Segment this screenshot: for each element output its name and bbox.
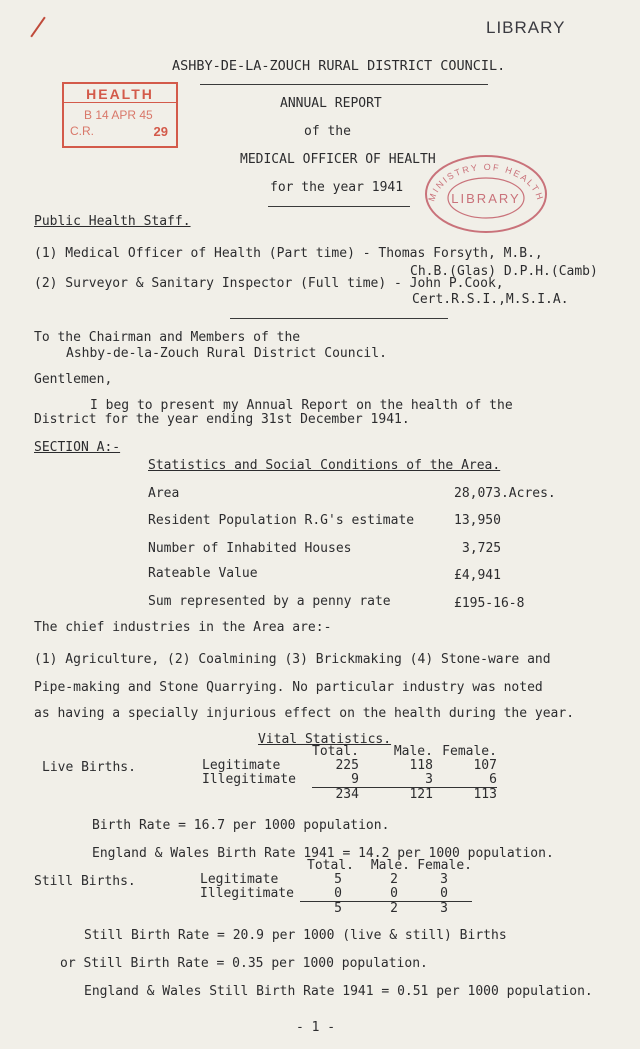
still-total-total: 5 <box>300 902 354 917</box>
live-illegit-male: 3 <box>425 772 433 787</box>
stat-rateable-label: Rateable Value <box>148 566 258 581</box>
still-illegit-male: 0 <box>390 886 398 901</box>
stat-houses-value: 3,725 <box>462 541 502 556</box>
birth-rate: Birth Rate = 16.7 per 1000 population. <box>92 818 390 833</box>
health-received-stamp <box>62 82 178 148</box>
live-legit-male: 118 <box>409 758 433 773</box>
health-stamp-code: C.R. <box>70 124 94 138</box>
health-stamp-date: B 14 APR 45 <box>84 108 153 122</box>
still-births-label: Still Births. <box>34 874 136 889</box>
still-births-table <box>200 859 472 916</box>
addressee-line-1: To the Chairman and Members of the <box>34 330 301 345</box>
report-divider <box>268 206 410 207</box>
live-illegit-total: 9 <box>351 772 359 787</box>
col-header-total: Total. <box>312 744 359 759</box>
col-header-male: Male. <box>393 744 433 759</box>
addressee-line-2: Ashby-de-la-Zouch Rural District Council. <box>66 346 387 361</box>
live-illegit-female: 6 <box>489 772 497 787</box>
still-birth-rate-2: or Still Birth Rate = 0.35 per 1000 population. <box>60 956 428 971</box>
live-total-male: 121 <box>359 788 433 803</box>
stat-rateable-value: £4,941 <box>454 568 501 583</box>
library-stamp-top: LIBRARY <box>486 18 566 37</box>
still-illegit-female: 0 <box>440 886 448 901</box>
still-total-female: 3 <box>410 902 472 917</box>
still-legit-male: 2 <box>390 872 398 887</box>
stat-population-value: 13,950 <box>454 513 501 528</box>
live-total-female: 113 <box>433 788 497 803</box>
seal-center-text: LIBRARY <box>451 191 521 206</box>
still-col-header-female: Female. <box>417 858 472 873</box>
still-legit-female: 3 <box>440 872 448 887</box>
report-year: for the year 1941 <box>270 180 404 195</box>
ministry-library-seal <box>416 148 556 234</box>
report-officer: MEDICAL OFFICER OF HEALTH <box>240 152 436 167</box>
staff-item-1-role: (1) Medical Officer of Health (Part time) - Thomas Forsyth, M.B., <box>34 246 543 261</box>
staff-item-2-role: (2) Surveyor & Sanitary Inspector (Full time) - John P.Cook, <box>34 276 504 291</box>
report-title: ANNUAL REPORT <box>280 96 382 111</box>
live-legit-total: 225 <box>335 758 359 773</box>
still-row-label: Illegitimate <box>200 886 294 902</box>
live-total-total: 234 <box>312 788 359 803</box>
ew-birth-rate: England & Wales Birth Rate 1941 = 14.2 per 1000 population. <box>92 846 554 861</box>
industries-intro: The chief industries in the Area are:- <box>34 620 332 635</box>
letter-body-2: District for the year ending 31st December 1941. <box>34 412 410 427</box>
council-title: ASHBY-DE-LA-ZOUCH RURAL DISTRICT COUNCIL. <box>172 58 506 74</box>
still-total-male: 2 <box>354 902 410 917</box>
stat-area-label: Area <box>148 486 180 501</box>
pencil-tick-mark <box>30 17 45 38</box>
still-legit-total: 5 <box>334 872 342 887</box>
stat-penny-rate-value: £195-16-8 <box>454 596 525 611</box>
live-births-label: Live Births. <box>42 760 136 775</box>
section-a-title: Statistics and Social Conditions of the Area. <box>148 458 501 473</box>
stat-population-label: Resident Population R.G's estimate <box>148 513 415 528</box>
letter-body-1: I beg to present my Annual Report on the health of the <box>90 398 513 413</box>
stat-area-value: 28,073.Acres. <box>454 486 556 501</box>
still-illegit-total: 0 <box>334 886 342 901</box>
live-legit-female: 107 <box>473 758 497 773</box>
industries-line-2: Pipe-making and Stone Quarrying. No particular industry was noted <box>34 680 543 695</box>
live-births-table <box>202 745 497 802</box>
vital-statistics-title: Vital Statistics. <box>258 732 392 747</box>
live-row-label: Illegitimate <box>202 772 296 788</box>
stat-houses-label: Number of Inhabited Houses <box>148 541 352 556</box>
still-col-header-total: Total. <box>307 858 354 873</box>
still-birth-rate-1: Still Birth Rate = 20.9 per 1000 (live & still) Births <box>84 928 507 943</box>
ew-still-birth-rate: England & Wales Still Birth Rate 1941 = 0.51 per 1000 population. <box>84 984 593 999</box>
still-row-label: Legitimate <box>200 872 279 887</box>
industries-line-3: as having a specially injurious effect on the health during the year. <box>34 706 575 721</box>
section-a-label: SECTION A:- <box>34 440 121 455</box>
staff-divider <box>230 318 448 319</box>
report-of-the: of the <box>304 124 351 139</box>
industries-line-1: (1) Agriculture, (2) Coalmining (3) Brickmaking (4) Stone-ware and <box>34 652 551 667</box>
staff-heading: Public Health Staff. <box>34 214 191 229</box>
staff-item-2-quals: Cert.R.S.I.,M.S.I.A. <box>412 292 569 307</box>
stat-penny-rate-label: Sum represented by a penny rate <box>148 594 391 609</box>
col-header-female: Female. <box>442 744 497 759</box>
council-divider <box>200 84 488 85</box>
health-stamp-number: 29 <box>153 124 168 139</box>
live-row-label: Legitimate <box>202 758 281 773</box>
page-number: - 1 - <box>296 1020 336 1035</box>
still-col-header-male: Male. <box>370 858 410 873</box>
salutation: Gentlemen, <box>34 372 113 387</box>
seal-arc-text: MINISTRY OF HEALTH <box>426 161 546 203</box>
health-stamp-title: HEALTH <box>64 86 176 103</box>
staff-item-1-quals: Ch.B.(Glas) D.P.H.(Camb) <box>410 264 598 279</box>
